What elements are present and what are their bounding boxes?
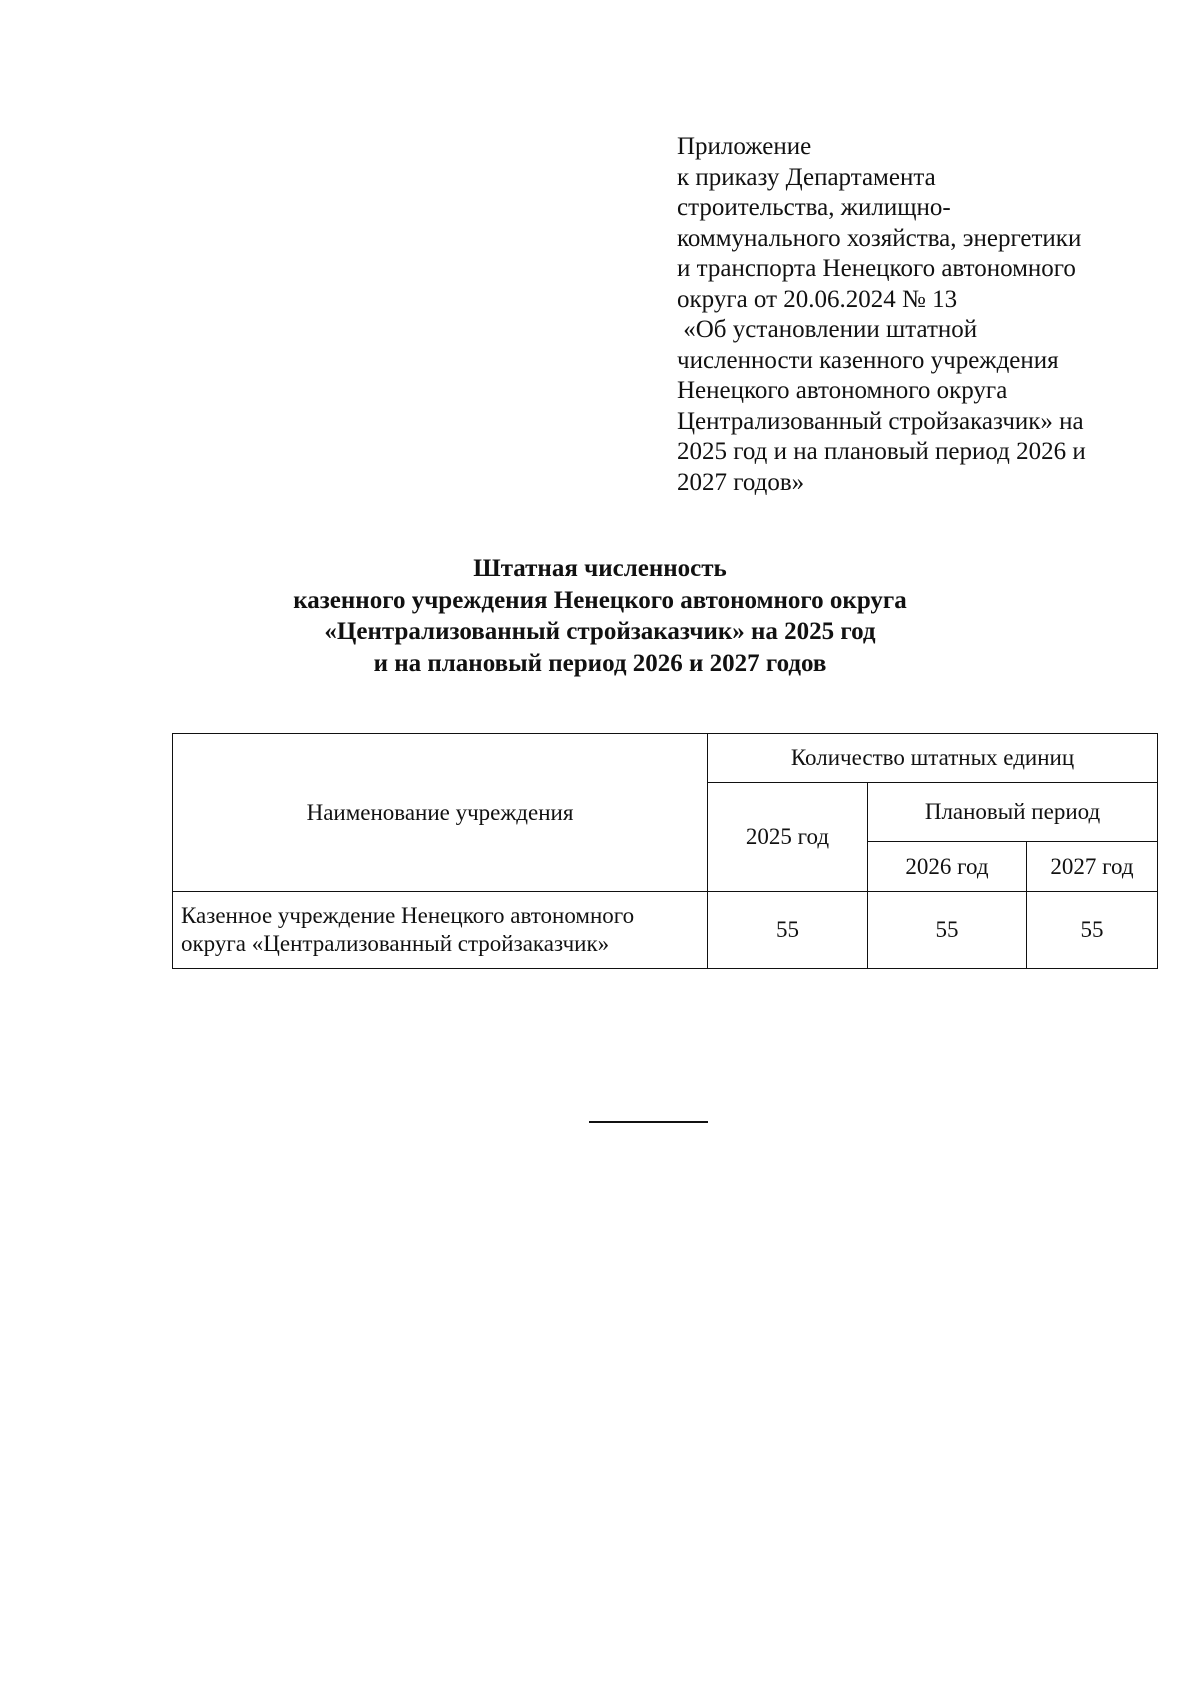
- value-2027: 55: [1027, 892, 1158, 969]
- appendix-line: 2027 годов»: [677, 468, 805, 496]
- header-institution-name: Наименование учреждения: [173, 734, 708, 892]
- appendix-line: Приложение: [677, 133, 812, 160]
- appendix-line: строительства, жилищно-: [677, 194, 951, 221]
- institution-name-line: округа «Централизованный стройзаказчик»: [181, 931, 610, 956]
- title-line: Штатная численность: [473, 555, 727, 582]
- appendix-line: Централизованный стройзаказчик» на: [677, 407, 1084, 435]
- appendix-block: [677, 132, 1147, 498]
- staff-table: [172, 733, 1158, 969]
- appendix-line: округа от 20.06.2024 № 13: [677, 285, 958, 313]
- value-2025: 55: [708, 892, 868, 969]
- end-of-document-rule: [589, 1121, 708, 1123]
- appendix-line: Ненецкого автономного округа: [677, 377, 1008, 404]
- institution-name-line: Казенное учреждение Ненецкого автономного: [181, 903, 635, 928]
- appendix-line: и транспорта Ненецкого автономного: [677, 255, 1076, 282]
- value-2026: 55: [868, 892, 1027, 969]
- header-year-2026: 2026 год: [868, 842, 1027, 892]
- title-line: «Централизованный стройзаказчик» на 2025 год: [324, 618, 876, 645]
- appendix-line: коммунального хозяйства, энергетики: [677, 224, 1082, 252]
- header-staff-count: Количество штатных единиц: [708, 734, 1158, 783]
- title-line: казенного учреждения Ненецкого автономного округа: [293, 586, 907, 614]
- header-year-2025: 2025 год: [708, 783, 868, 892]
- table-header-row: [173, 734, 1158, 783]
- header-year-2027: 2027 год: [1027, 842, 1158, 892]
- institution-name-cell: [173, 892, 708, 969]
- table-row: [173, 892, 1158, 969]
- header-planning-period: Плановый период: [868, 783, 1158, 842]
- appendix-line: 2025 год и на плановый период 2026 и: [677, 438, 1086, 465]
- appendix-line: «Об установлении штатной: [677, 316, 978, 343]
- appendix-line: к приказу Департамента: [677, 163, 936, 191]
- title-line: и на плановый период 2026 и 2027 годов: [373, 649, 827, 677]
- appendix-line: численности казенного учреждения: [677, 346, 1059, 374]
- document-title: [0, 553, 1200, 679]
